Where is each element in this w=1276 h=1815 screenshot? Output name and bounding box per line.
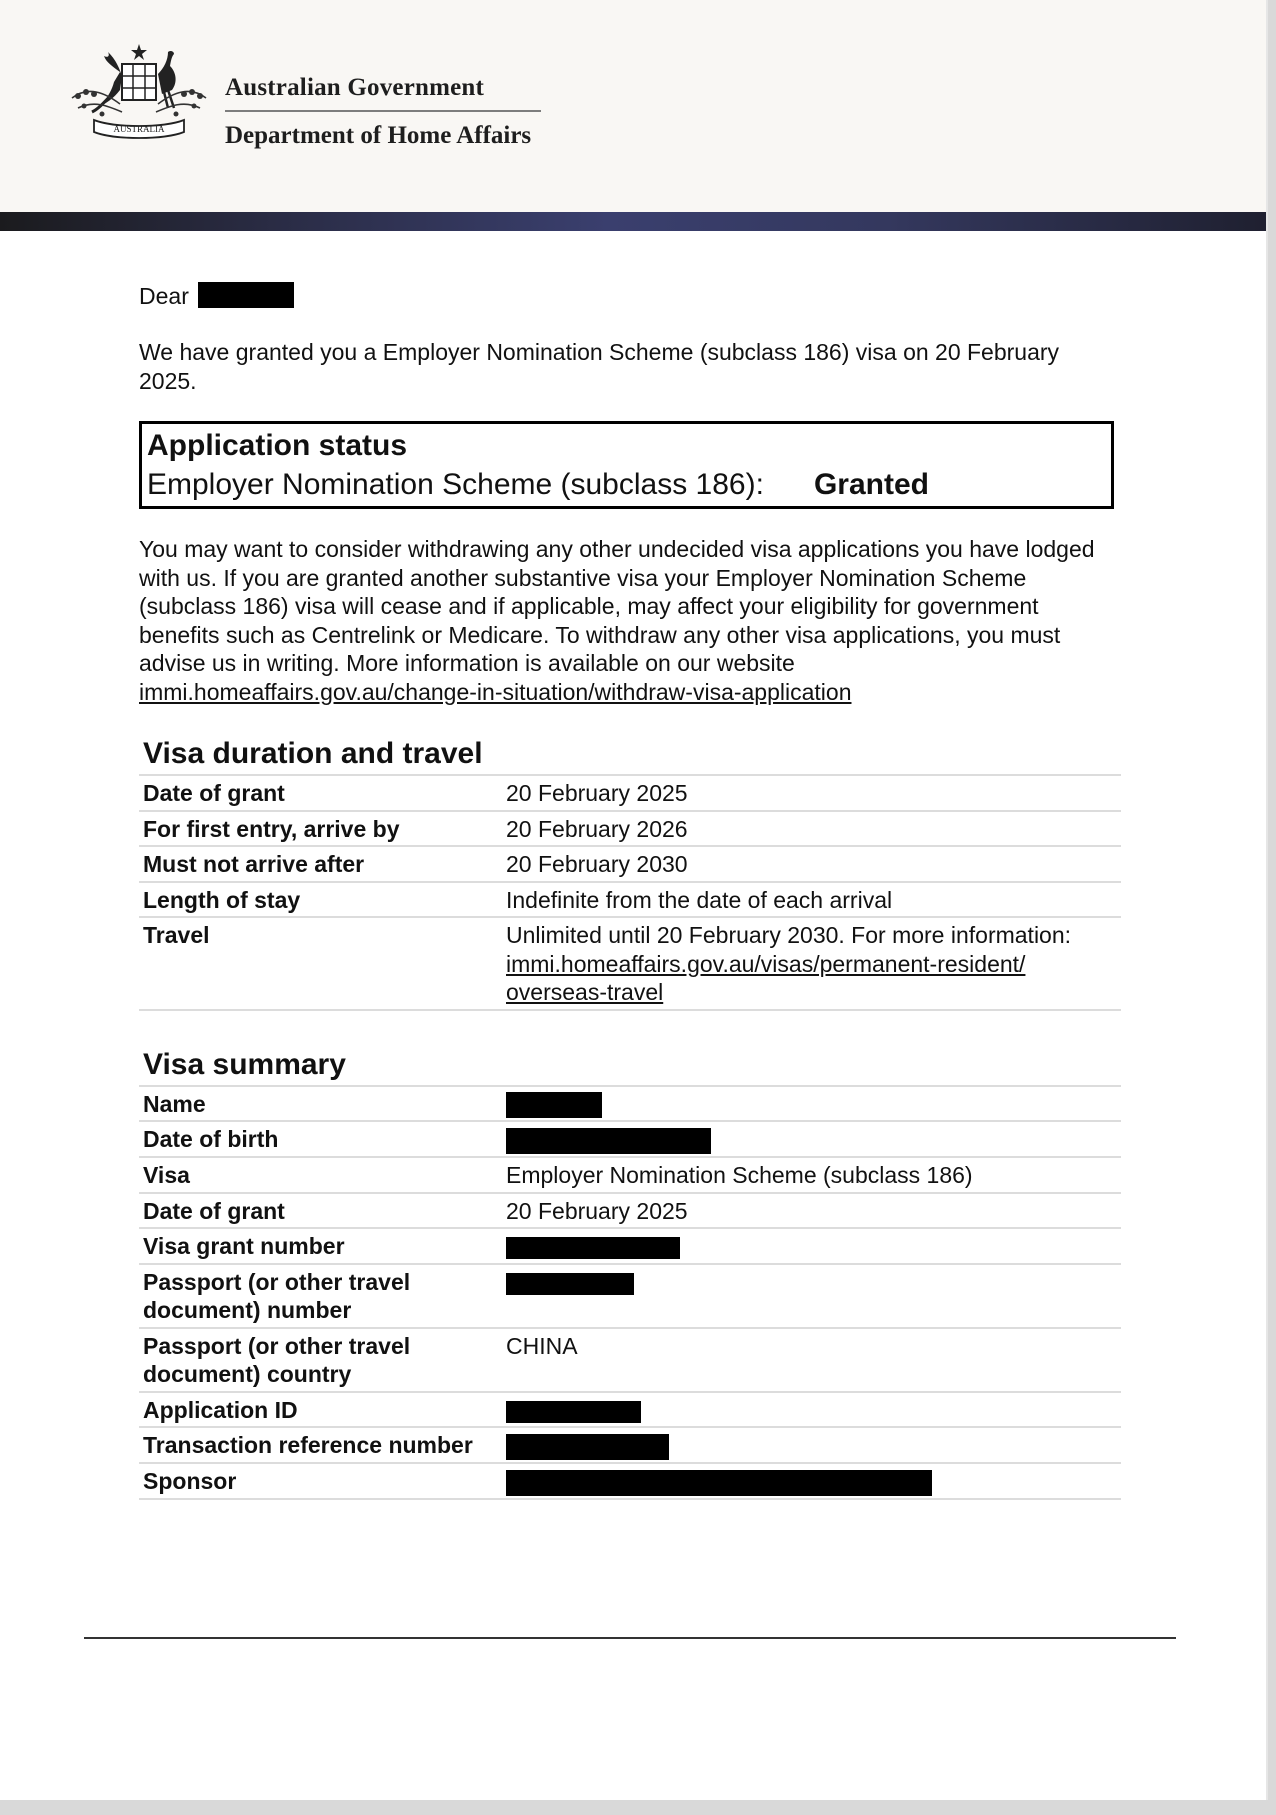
redacted-value [506,1401,641,1423]
grant-sentence: We have granted you a Employer Nomination Scheme (subclass 186) visa on 20 February 2025. [139,339,1060,394]
row-value [502,1427,1121,1463]
withdraw-application-link[interactable]: immi.homeaffairs.gov.au/change-in-situation/withdraw-visa-application [139,678,852,705]
crest-scroll-text: AUSTRALIA [113,124,165,134]
government-name: Australian Government [225,74,485,101]
row-value: 20 February 2025 [502,775,1121,811]
summary-heading: Visa summary [143,1047,346,1081]
footer-divider [84,1637,1176,1639]
duration-heading: Visa duration and travel [143,737,483,770]
coat-of-arms-icon [64,42,214,154]
status-value: Granted [813,468,929,501]
row-label: For first entry, arrive by [139,811,502,847]
table-row [139,1264,1121,1328]
row-value [502,1392,1121,1428]
redacted-value [506,1273,634,1295]
table-row [139,1193,1121,1229]
travel-text: Unlimited until 20 February 2030. For more information: [506,922,1072,948]
redacted-value [506,1092,602,1118]
salutation [139,282,1121,318]
table-row [139,1463,1121,1499]
row-label: Length of stay [139,882,502,918]
summary-table [139,1085,1121,1501]
row-value: 20 February 2025 [502,1193,1121,1229]
redacted-value [506,1434,669,1460]
redacted-recipient-name [198,282,294,308]
header-band [0,212,1266,231]
row-label: Passport (or other travel document) number [139,1264,502,1328]
table-row [139,1427,1121,1463]
row-value: CHINA [502,1328,1121,1392]
row-label: Application ID [139,1392,502,1428]
table-row [139,917,1121,1010]
row-value: 20 February 2030 [502,846,1121,882]
row-label: Visa [139,1157,502,1193]
row-label: Date of grant [139,775,502,811]
letter-body [139,282,1121,1500]
table-row [139,1228,1121,1264]
row-label: Travel [139,917,502,1010]
table-row [139,1328,1121,1392]
row-label: Transaction reference number [139,1427,502,1463]
salutation-text: Dear [139,283,189,309]
department-name: Department of Home Affairs [225,122,532,149]
redacted-value [506,1470,932,1496]
row-value [502,1121,1121,1157]
row-label: Visa grant number [139,1228,502,1264]
row-value [502,1264,1121,1328]
withdrawal-advice [139,535,1121,706]
row-label: Date of grant [139,1193,502,1229]
row-value: 20 February 2026 [502,811,1121,847]
row-value [502,1228,1121,1264]
row-value [502,1463,1121,1499]
redacted-value [506,1128,711,1154]
row-value: Indefinite from the date of each arrival [502,882,1121,918]
letterhead [0,0,1266,212]
status-row [147,465,1111,505]
row-label: Sponsor [139,1463,502,1499]
table-row [139,1121,1121,1157]
brand-divider [225,110,541,112]
row-value: Employer Nomination Scheme (subclass 186) [502,1157,1121,1193]
row-label: Name [139,1086,502,1122]
table-row [139,811,1121,847]
table-row [139,1086,1121,1122]
redacted-value [506,1237,680,1259]
row-value [502,1086,1121,1122]
row-label: Must not arrive after [139,846,502,882]
row-label: Passport (or other travel document) country [139,1328,502,1392]
table-row [139,1157,1121,1193]
agency-brand [225,74,541,150]
table-row [139,882,1121,918]
table-row [139,1392,1121,1428]
status-title: Application status [147,429,408,462]
table-row [139,775,1121,811]
overseas-travel-link[interactable]: immi.homeaffairs.gov.au/visas/permanent-resident/ overseas-travel [506,950,1026,1005]
duration-table [139,774,1121,1011]
table-row [139,846,1121,882]
status-label: Employer Nomination Scheme (subclass 186): [147,468,764,501]
row-value [502,917,1121,1010]
application-status-box [139,421,1114,509]
advice-text: You may want to consider withdrawing any other undecided visa applications you have lodged with us. If you are granted another substantive visa your Employer Nomination Scheme (subclass 186) visa will cease and if applicable, may affect your eligibility for government benefits such as Centrelink or Medicare. To withdraw any other visa applications, you must advise us in writing. More information is available on our website [139,536,1095,676]
row-label: Date of birth [139,1121,502,1157]
